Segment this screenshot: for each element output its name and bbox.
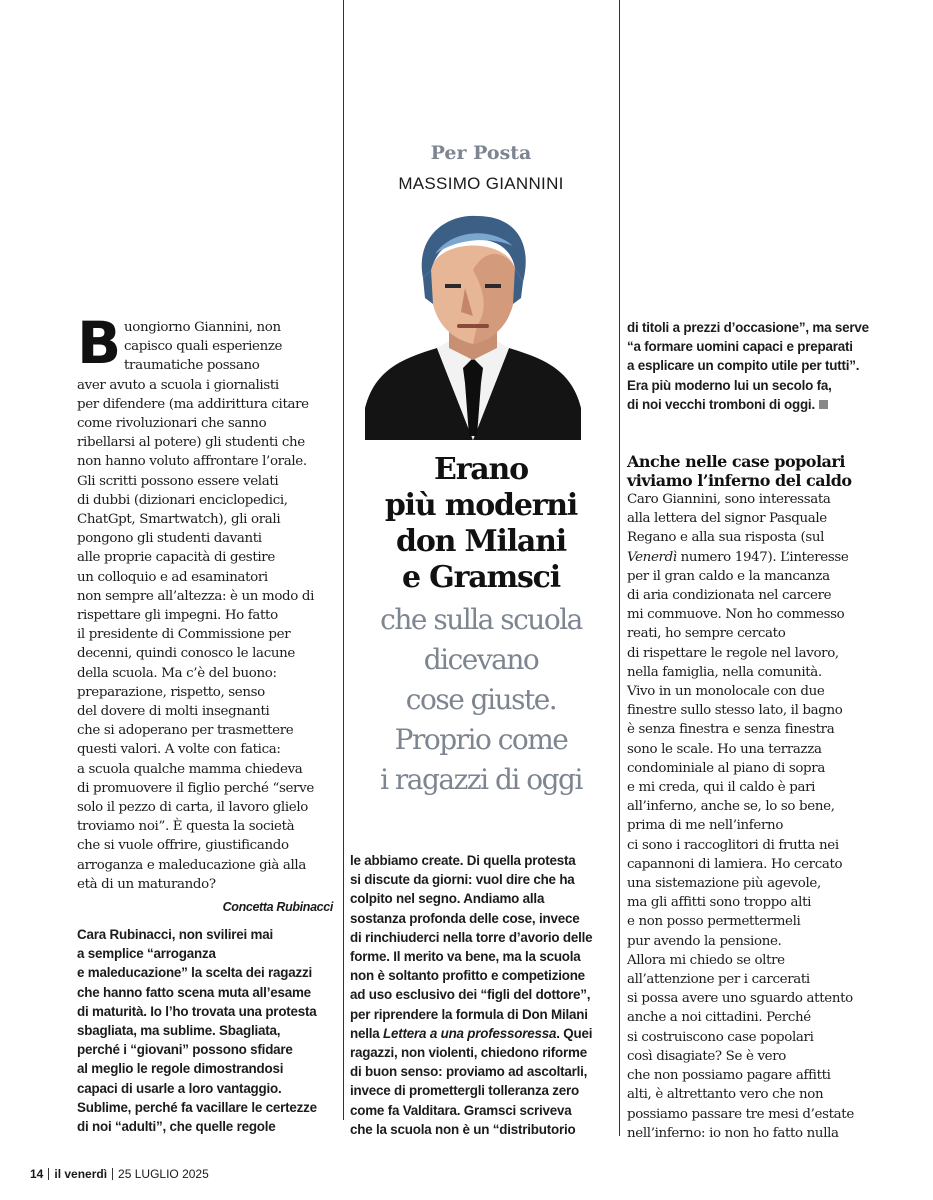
letter-line: Gli scritti possono essere velati <box>77 473 279 489</box>
letter-line: una sistemazione più agevole, <box>627 876 821 892</box>
letter-line: capisco quali esperienze <box>124 339 283 355</box>
footer-divider <box>112 1168 113 1180</box>
letter-line: pur avendo la pensione. <box>627 933 782 949</box>
reply-col2 <box>350 851 616 1139</box>
page-number: 14 <box>30 1167 44 1181</box>
headline-line: Erano <box>434 452 528 487</box>
headline-line: più moderni <box>384 488 578 523</box>
letter-title-line: viviamo l’inferno del caldo <box>627 471 852 490</box>
letter-line: anche a noi cittadini. Perché <box>627 1010 811 1026</box>
column-rule-right <box>619 0 620 1136</box>
letter-line: all’inferno, anche se, lo so bene, <box>627 799 835 815</box>
book-title: Lettera a una professoressa <box>383 1025 557 1041</box>
magazine-name: Venerdì <box>627 549 677 565</box>
subtitle-line: Proprio come <box>394 723 568 756</box>
reply-line: le abbiamo create. Di quella protesta <box>350 853 576 868</box>
letter-line: alla lettera del signor Pasquale <box>627 511 827 527</box>
reply-line: Sublime, perché fa vacillare le certezze <box>77 1099 317 1115</box>
letter-text: numero 1947). L’interesse <box>676 549 849 565</box>
letter-line: preparazione, rispetto, senso <box>77 684 265 700</box>
subtitle-line: i ragazzi di oggi <box>380 763 582 796</box>
letter-line: aver avuto a scuola i giornalisti <box>77 377 279 393</box>
letter-line: di dubbi (dizionari enciclopedici, <box>77 492 288 508</box>
letter-line <box>627 548 912 567</box>
reply-line: a esplicare un compito utile per tutti”. <box>627 358 860 374</box>
letter-line: che si adoperano per trasmettere <box>77 723 294 739</box>
reply-line: “a formare uomini capaci e preparati <box>627 339 853 355</box>
headline-title <box>343 452 619 596</box>
letter-line: ma gli affitti sono troppo alti <box>627 895 812 911</box>
issue-date: 25 LUGLIO 2025 <box>118 1167 209 1181</box>
reply-line: Era più moderno lui un secolo fa, <box>627 377 832 393</box>
letter-line: reati, ho sempre cercato <box>627 626 786 642</box>
letter-line: per il gran caldo e la mancanza <box>627 568 830 584</box>
letter-line: della scuola. Ma c’è del buono: <box>77 665 277 681</box>
author-name: MASSIMO GIANNINI <box>398 174 564 193</box>
reply-line: di noi “adulti”, che quelle regole <box>77 1119 276 1135</box>
letter-line: rispettare gli impegni. Ho fatto <box>77 608 278 624</box>
letter-line: Allora mi chiedo se oltre <box>627 952 785 968</box>
letter-line: del dovere di molti insegnanti <box>77 704 270 720</box>
reply-text: . Quei <box>556 1025 593 1041</box>
reply-line: forme. Il merito va bene, ma la scuola <box>350 949 581 965</box>
letter-line: prima di me nell’inferno <box>627 818 784 834</box>
letter-line: decenni, quindi conosco le lacune <box>77 646 295 662</box>
reply-line: si discute da giorni: vuol dire che ha <box>350 872 575 888</box>
reply-line: a semplice “arroganza <box>77 946 216 962</box>
reply-line: non è soltanto profitto e competizione <box>350 968 585 984</box>
reply-line: e maleducazione” la scelta dei ragazzi <box>77 965 313 981</box>
page-footer <box>30 1167 209 1181</box>
letter-line: così disagiate? Se è vero <box>627 1048 786 1064</box>
reply-line: Cara Rubinacci, non svilirei mai <box>77 927 274 942</box>
letter-title-line: Anche nelle case popolari <box>627 452 845 471</box>
reply-line: ragazzi, non violenti, chiedono riforme <box>350 1045 587 1061</box>
letter-line: per difendere (ma addirittura citare <box>77 396 309 412</box>
letter-line: non hanno voluto affrontare l’orale. <box>77 454 307 470</box>
letter-line: capannoni di lamiera. Ho cercato <box>627 856 843 872</box>
subtitle-line: cose giuste. <box>405 683 557 716</box>
reply-line <box>350 1024 616 1043</box>
letter-line: possiamo passare tre mesi d’estate <box>627 1106 854 1122</box>
letter-line: di promuovere il figlio perché “serve <box>77 780 314 796</box>
letter-title <box>627 452 912 490</box>
reply-line: sbagliata, ma sublime. Sbagliata, <box>77 1023 281 1039</box>
letter-line: Caro Giannini, sono interessata <box>627 492 831 507</box>
letter-signature: Concetta Rubinacci <box>222 900 333 915</box>
reply-line: che hanno fatto scena muta all’esame <box>77 984 311 1000</box>
letter-line: all’attenzione per i carcerati <box>627 972 810 988</box>
letter-line: e non posso permettermeli <box>627 914 801 930</box>
reply-line: invece di promettergli tolleranza zero <box>350 1083 580 1099</box>
letter-line: a scuola qualche mamma chiedeva <box>77 761 303 777</box>
letter-line: finestre sullo stesso lato, il bagno <box>627 703 843 719</box>
letter-line: il presidente di Commissione per <box>77 627 291 643</box>
headline-line: e Gramsci <box>402 560 560 595</box>
section-kicker: Per Posta <box>430 142 532 164</box>
letter-line: che si vuole offrire, giustificando <box>77 838 289 854</box>
letter-line: ribellarsi al potere) gli studenti che <box>77 435 305 451</box>
reply-line: al meglio le regole dimostrandosi <box>77 1061 284 1077</box>
footer-divider <box>48 1168 49 1180</box>
reply-line: di titoli a prezzi d’occasione”, ma serve <box>627 320 869 335</box>
subtitle-line: che sulla scuola <box>380 603 582 636</box>
letter-line: uongiorno Giannini, non <box>124 320 281 335</box>
letter-line: troviamo noi”. È questa la società <box>77 819 295 835</box>
reply-line: di maturità. Io l’ho trovata una protesta <box>77 1003 317 1019</box>
end-mark <box>819 400 828 409</box>
letter-line: di aria condizionata nel carcere <box>627 588 832 604</box>
letter-line: ChatGpt, Smartwatch), gli orali <box>77 512 281 528</box>
letter-line: di rispettare le regole nel lavoro, <box>627 645 839 661</box>
reply-line: perché i “giovani” possono sfidare <box>77 1042 293 1058</box>
letter-line: non sempre all’altezza: è un modo di <box>77 588 315 604</box>
reply-line: capaci di usarle a loro vantaggio. <box>77 1080 282 1096</box>
letter-line: Regano e alla sua risposta (sul <box>627 530 825 546</box>
reply-line: sostanza profonda delle cose, invece <box>350 910 580 926</box>
letter-line: traumatiche possano <box>124 358 260 374</box>
author-portrait <box>365 208 581 440</box>
letter-line: alle proprie capacità di gestire <box>77 550 275 566</box>
magazine-title: il venerdì <box>54 1167 108 1181</box>
letter-line: un colloquio e ad esaminatori <box>77 569 268 585</box>
dropcap: B <box>77 309 121 377</box>
letter-line: nella famiglia, nella comunità. <box>627 664 822 680</box>
letter-line: arroganza e maleducazione già alla <box>77 857 307 873</box>
subtitle-line: dicevano <box>423 643 539 676</box>
letter-line: è senza finestra e senza finestra <box>627 722 835 738</box>
reader-letter-2 <box>627 452 912 1143</box>
letter-line: ci sono i raccoglitori di frutta nei <box>627 837 839 853</box>
reply-line: di rinchiuderci nella torre d’avorio delle <box>350 929 593 945</box>
letter-line: si costruiscono case popolari <box>627 1029 814 1045</box>
reply-line: che la scuola non è un “distributorio <box>350 1121 576 1137</box>
letter-line: mi commuove. Non ho commesso <box>627 607 845 623</box>
reply-line: ad uso esclusivo dei “figli del dottore”, <box>350 987 591 1003</box>
letter-line: condominiale al piano di sopra <box>627 760 825 776</box>
reply-line: di buon senso: proviamo ad ascoltarli, <box>350 1064 588 1080</box>
letter-line: Vivo in un monolocale con due <box>627 684 825 700</box>
letter-body <box>627 490 912 1143</box>
reply-text: nella <box>350 1025 384 1041</box>
letter-line: nell’inferno: io non ho fatto nulla <box>627 1125 839 1141</box>
reply-line: come fa Valditara. Gramsci scriveva <box>350 1102 572 1118</box>
letter-line: e mi creda, qui il caldo è pari <box>627 780 816 796</box>
letter-line: pongono gli studenti davanti <box>77 531 262 547</box>
letter-line: alti, è altrettanto vero che non <box>627 1087 824 1103</box>
reply-col1 <box>77 925 339 1136</box>
reply-line <box>627 395 912 414</box>
letter-line: sono le scale. Ho una terrazza <box>627 741 822 757</box>
letter-line: questi valori. A volte con fatica: <box>77 742 281 758</box>
letter-line: età di un maturando? <box>77 876 216 892</box>
letter-line: che non possiamo pagare affitti <box>627 1068 831 1084</box>
reply-col3 <box>627 318 912 414</box>
reply-line: colpito nel segno. Andiamo alla <box>350 891 545 907</box>
letter-line: come rivoluzionari che sanno <box>77 416 267 432</box>
letter-line: solo il pezzo di carta, il lavoro glielo <box>77 800 308 816</box>
reader-letter <box>77 309 333 917</box>
headline-subtitle <box>343 600 619 800</box>
letter-line: si possa avere uno sguardo attento <box>627 991 853 1007</box>
reply-line: per riprendere la formula di Don Milani <box>350 1006 588 1022</box>
reply-text: di noi vecchi tromboni di oggi. <box>627 396 815 412</box>
headline-line: don Milani <box>396 524 566 559</box>
